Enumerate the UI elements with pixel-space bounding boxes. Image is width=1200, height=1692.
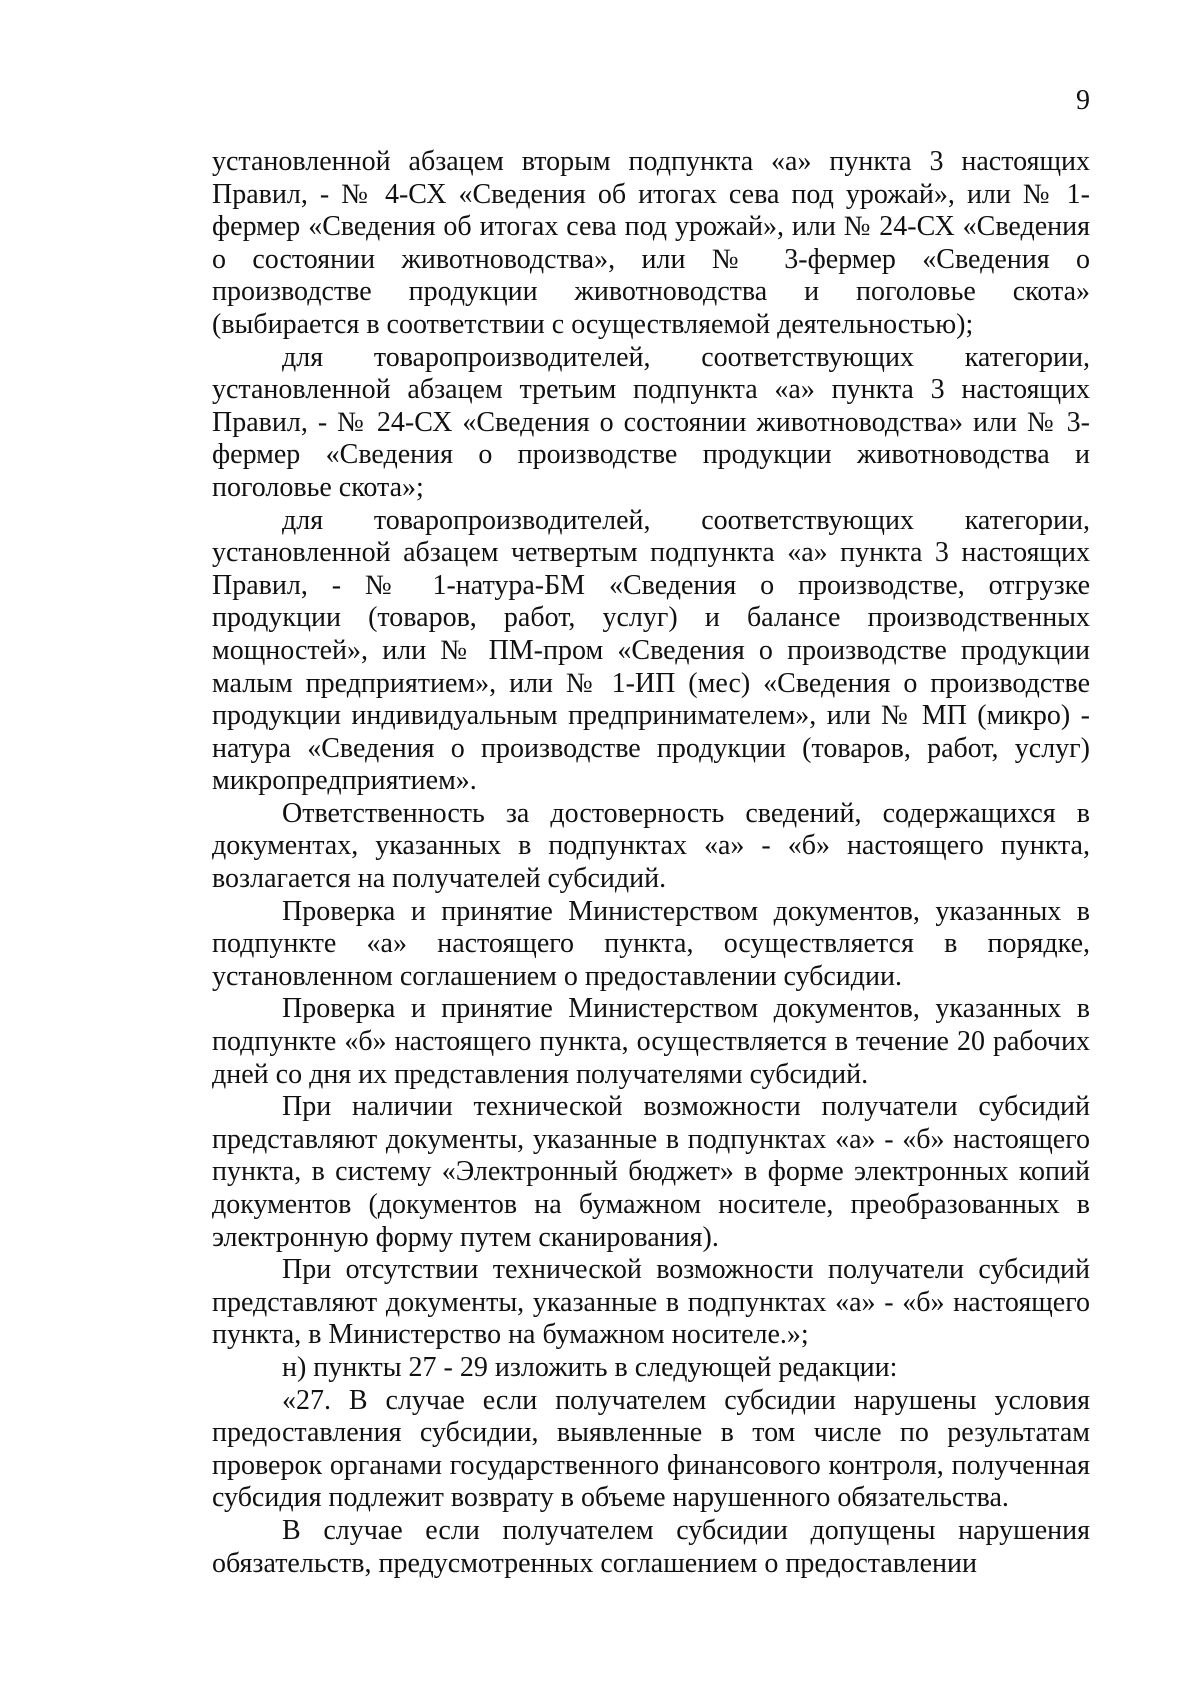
- paragraph-category-fourth: для товаропроизводителей, соответствующих категории, установленной абзацем четвертым подпункта «а» пункта 3 настоящих Правил, - № 1-натура-БМ «Сведения о производстве, отгрузке продукции (товаров, работ, услуг) и балансе производственных мощностей», или № ПМ-пром «Сведения о производстве продукции малым предприятием», или № 1-ИП (мес) «Сведения о производстве продукции индивидуальным предпринимателем», или № МП (микро) - натура «Сведения о производстве продукции (товаров, работ, услуг) микропредприятием».: [212, 504, 1090, 797]
- page-number: 9: [1076, 85, 1090, 116]
- paragraph-check-a: Проверка и принятие Министерством документов, указанных в подпункте «а» настоящего пункта, осуществляется в порядке, установленном соглашением о предоставлении субсидии.: [212, 895, 1090, 992]
- document-body: [212, 146, 1090, 1580]
- paragraph-check-b: Проверка и принятие Министерством документов, указанных в подпункте «б» настоящего пункта, осуществляется в течение 20 рабочих дней со дня их представления получателями субсидий.: [212, 993, 1090, 1090]
- paragraph-electronic-submission: При наличии технической возможности получатели субсидий представляют документы, указанные в подпунктах «а» - «б» настоящего пункта, в систему «Электронный бюджет» в форме электронных копий документов (документов на бумажном носителе, преобразованных в электронную форму путем сканирования).: [212, 1091, 1090, 1253]
- paragraph-amendment-n: н) пункты 27 - 29 изложить в следующей редакции:: [282, 1351, 898, 1383]
- paragraph-paper-submission: При отсутствии технической возможности получатели субсидий представляют документы, указанные в подпунктах «а» - «б» настоящего пункта, в Министерство на бумажном носителе.»;: [212, 1254, 1090, 1351]
- paragraph-category-third: для товаропроизводителей, соответствующих категории, установленной абзацем третьим подпункта «а» пункта 3 настоящих Правил, - № 24-СХ «Сведения о состоянии животноводства» или № 3-фермер «Сведения о производстве продукции животноводства и поголовье скота»;: [212, 341, 1090, 503]
- paragraph-continuation: установленной абзацем вторым подпункта «а» пункта 3 настоящих Правил, - № 4-СХ «Сведения об итогах сева под урожай», или № 1-фермер «Сведения об итогах сева под урожай», или № 24-СХ «Сведения о состоянии животноводства», или № 3-фермер «Сведения о производстве продукции животноводства и поголовье скота» (выбирается в соответствии с осуществляемой деятельностью);: [212, 146, 1090, 340]
- paragraph-violation: В случае если получателем субсидии допущены нарушения обязательств, предусмотренных соглашением о предоставлении: [212, 1514, 1090, 1579]
- paragraph-item-27: «27. В случае если получателем субсидии нарушены условия предоставления субсидии, выявленные в том числе по результатам проверок органами государственного финансового контроля, полученная субсидия подлежит возврату в объеме нарушенного обязательства.: [212, 1384, 1090, 1514]
- paragraph-responsibility: Ответственность за достоверность сведений, содержащихся в документах, указанных в подпунктах «а» - «б» настоящего пункта, возлагается на получателей субсидий.: [212, 797, 1090, 895]
